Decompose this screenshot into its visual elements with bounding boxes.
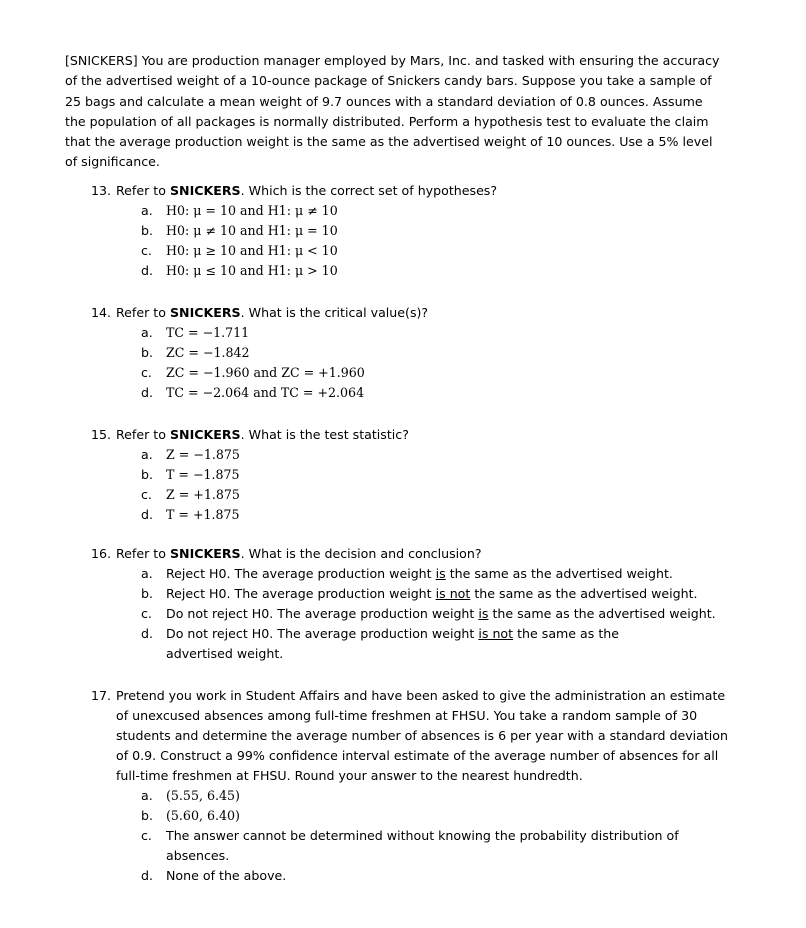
- question-stem: Refer to SNICKERS. Which is the correct set of hypotheses?: [116, 183, 498, 198]
- answer-options: [91, 323, 728, 403]
- answer-options: [91, 201, 728, 281]
- snickers-scenario: [65, 51, 725, 173]
- scenario-ref: SNICKERS: [169, 183, 241, 198]
- option-b[interactable]: b. Reject H0. The average production weight is not the same as the advertised weight.: [141, 586, 698, 601]
- option-a[interactable]: a. Reject H0. The average production weight is the same as the advertised weight.: [141, 566, 673, 581]
- option-c[interactable]: c. The answer cannot be determined without knowing the probability distribution of absences.: [141, 828, 679, 863]
- option-c[interactable]: c. H0: μ ≥ 10 and H1: μ < 10: [141, 243, 338, 258]
- option-b[interactable]: b. H0: μ ≠ 10 and H1: μ = 10: [141, 223, 338, 238]
- scenario-ref: SNICKERS: [169, 427, 241, 442]
- scenario-ref: SNICKERS: [169, 546, 241, 561]
- question-number: 15.: [91, 427, 112, 442]
- option-b[interactable]: b. (5.60, 6.40): [141, 808, 240, 823]
- question-15: [91, 425, 728, 525]
- option-b[interactable]: b. T = −1.875: [141, 467, 240, 482]
- option-a[interactable]: a. Z = −1.875: [141, 447, 240, 462]
- option-a[interactable]: a. (5.55, 6.45): [141, 788, 240, 803]
- question-17: [91, 686, 728, 886]
- answer-options: [91, 564, 728, 664]
- option-a[interactable]: a. TC = −1.711: [141, 325, 250, 340]
- option-a[interactable]: a. H0: μ = 10 and H1: μ ≠ 10: [141, 203, 338, 218]
- option-d[interactable]: d. H0: μ ≤ 10 and H1: μ > 10: [141, 263, 338, 278]
- question-number: 17.: [91, 688, 112, 703]
- option-d[interactable]: d. TC = −2.064 and TC = +2.064: [141, 385, 365, 400]
- question-stem: Refer to SNICKERS. What is the decision and conclusion?: [116, 546, 482, 561]
- question-number: 13.: [91, 183, 112, 198]
- option-d[interactable]: d. Do not reject H0. The average production weight is not the same as the advertised weight.: [141, 626, 619, 661]
- question-16: [91, 544, 728, 664]
- question-13: [91, 181, 728, 281]
- question-number: 14.: [91, 305, 112, 320]
- question-stem: Pretend you work in Student Affairs and have been asked to give the administration an estimate of unexcused absences among full-time freshmen at FHSU. You take a random sample of 30 students and determine the average number of absences is 6 per year with a standard deviation of 0.9. Construct a 99% confidence interval estimate of the average number of absences for all full-time freshmen at FHSU. Round your answer to the nearest hundredth.: [116, 688, 728, 783]
- question-stem: Refer to SNICKERS. What is the test statistic?: [116, 427, 409, 442]
- question-stem: Refer to SNICKERS. What is the critical value(s)?: [116, 305, 429, 320]
- scenario-tag: [SNICKERS]: [65, 53, 138, 68]
- scenario-paragraph: [65, 51, 725, 173]
- option-c[interactable]: c. ZC = −1.960 and ZC = +1.960: [141, 365, 365, 380]
- answer-options: [91, 445, 728, 525]
- option-c[interactable]: c. Z = +1.875: [141, 487, 240, 502]
- scenario-ref: SNICKERS: [169, 305, 241, 320]
- answer-options: [91, 786, 728, 886]
- scenario-text: You are production manager employed by Mars, Inc. and tasked with ensuring the accuracy of the advertised weight of a 10-ounce package of Snickers candy bars. Suppose you take a sample of 25 bags and calculate a mean weight of 9.7 ounces with a standard deviation of 0.8 ounces. Assume the population of all packages is normally distributed. Perform a hypothesis test to evaluate the claim that the average production weight is the same as the advertised weight of 10 ounces. Use a 5% level of significance.: [65, 53, 720, 170]
- option-d[interactable]: d. T = +1.875: [141, 507, 240, 522]
- question-14: [91, 303, 728, 403]
- option-b[interactable]: b. ZC = −1.842: [141, 345, 250, 360]
- option-c[interactable]: c. Do not reject H0. The average production weight is the same as the advertised weight.: [141, 606, 716, 621]
- option-d[interactable]: d. None of the above.: [141, 868, 287, 883]
- question-number: 16.: [91, 546, 112, 561]
